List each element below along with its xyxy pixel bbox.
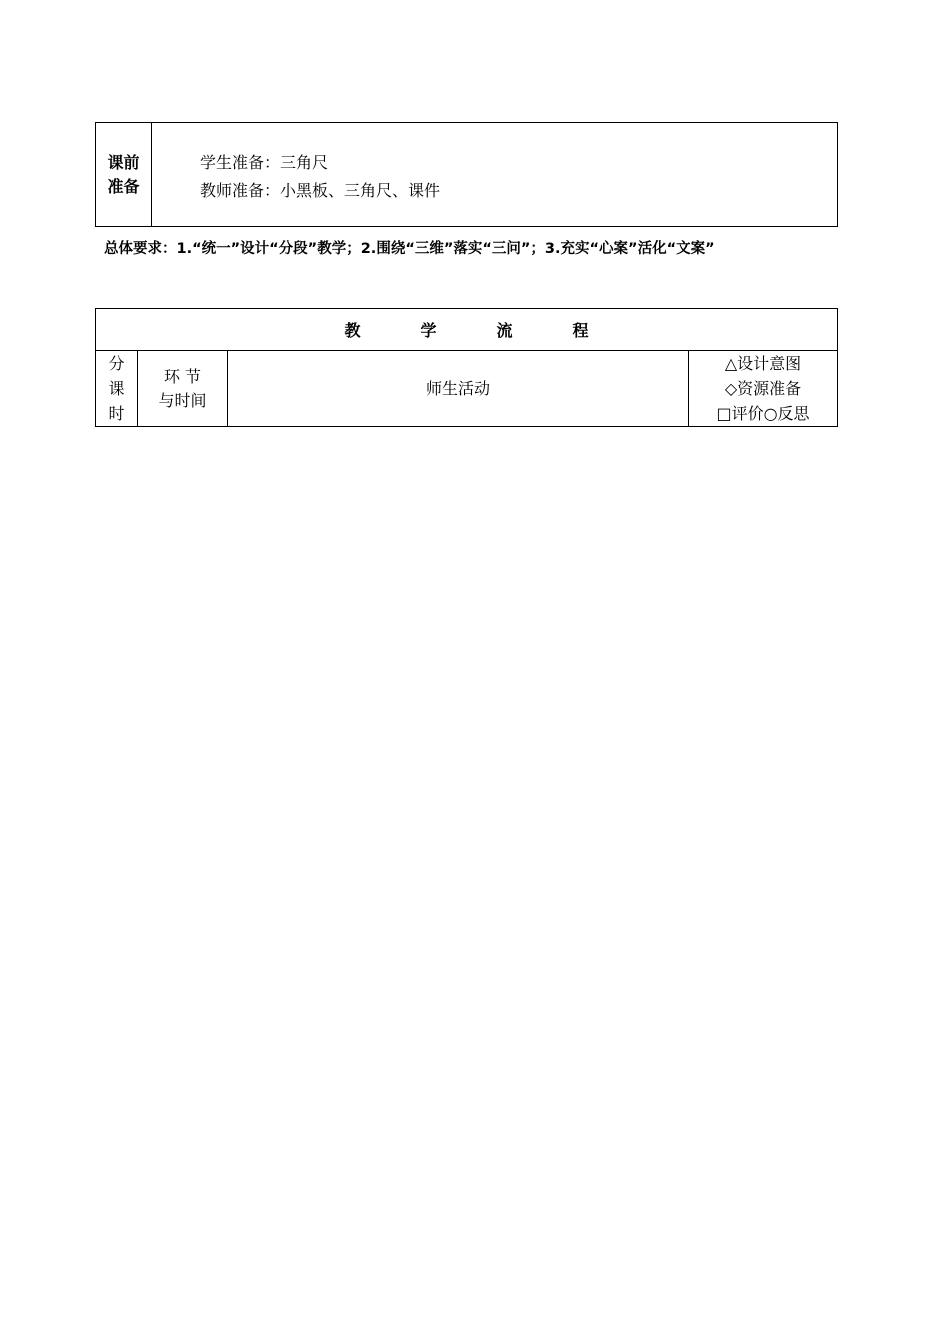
pre-class-preparation-table <box>95 122 838 227</box>
note-resource-preparation: ◇资源准备 <box>724 379 802 398</box>
overall-requirements: 总体要求：1.“统一”设计“分段”教学；2.围绕“三维”落实“三问”；3.充实“心案”活化“文案” <box>104 241 715 257</box>
teaching-flow-title: 教学流程 <box>96 309 837 351</box>
teacher-preparation: 教师准备：小黑板、三角尺、课件 <box>200 181 441 200</box>
prep-label-line-1: 课前 <box>107 152 140 172</box>
teaching-flow-header-row <box>96 351 837 426</box>
teaching-flow-table <box>95 308 838 427</box>
prep-label-line-2: 准备 <box>107 176 140 196</box>
header-stage-and-time: 环 节 与时间 <box>138 351 228 426</box>
header-notes <box>689 351 837 426</box>
student-preparation: 学生准备：三角尺 <box>200 153 329 172</box>
note-design-intent: △设计意图 <box>724 354 802 373</box>
header-period: 分 课 时 <box>96 351 138 426</box>
prep-content-cell <box>152 123 837 226</box>
header-teacher-student-activity: 师生活动 <box>228 351 689 426</box>
prep-label-cell <box>96 123 152 226</box>
note-evaluation-reflection: □评价○反思 <box>716 404 810 423</box>
